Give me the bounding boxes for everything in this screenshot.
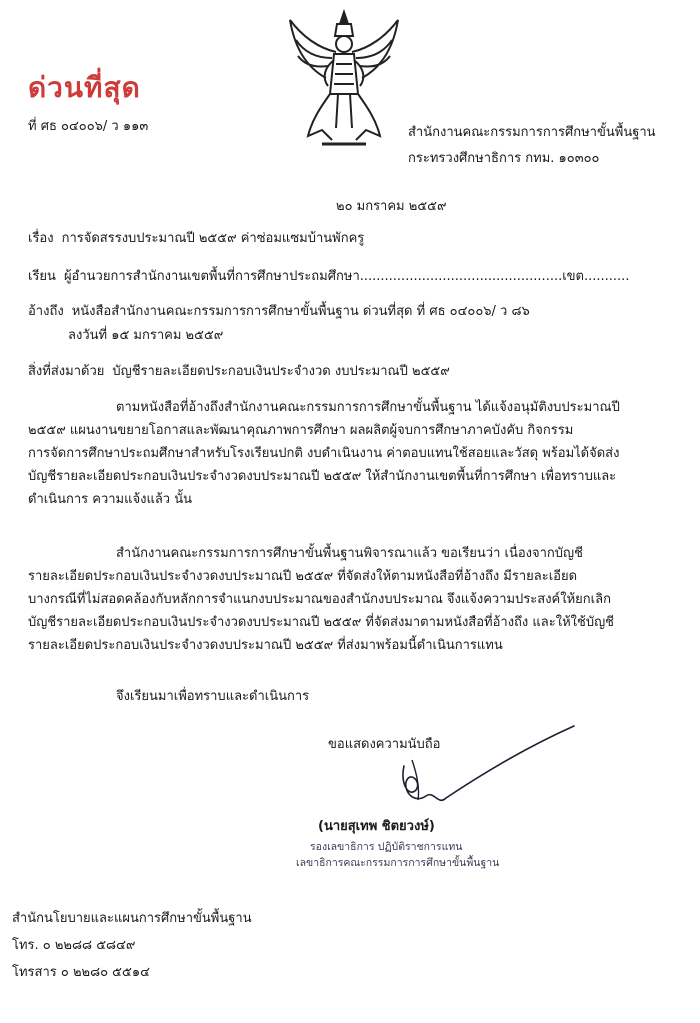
paragraph-line: ๒๕๕๙ แผนงานขยายโอกาสและพัฒนาคุณภาพการศึกษา ผลผลิตผู้จบการศึกษาภาคบังคับ กิจกรรม — [28, 423, 574, 438]
enclosure-label: สิ่งที่ส่งมาด้วย — [28, 364, 105, 379]
reference-date: ลงวันที่ ๑๕ มกราคม ๒๕๕๙ — [68, 328, 224, 343]
reference-text: หนังสือสำนักงานคณะกรรมการการศึกษาขั้นพื้นฐาน ด่วนที่สุด ที่ ศธ ๐๔๐๐๖/ ว ๘๖ — [71, 304, 530, 319]
body-paragraph-1 — [28, 396, 674, 511]
enclosure-line — [28, 363, 450, 381]
paragraph-line: บางกรณีที่ไม่สอดคล้องกับหลักการจำแนกงบประมาณของสำนักงบประมาณ จึงแจ้งความประสงค์ให้ยกเลิก — [28, 592, 611, 607]
sender-address: กระทรวงศึกษาธิการ กทม. ๑๐๓๐๐ — [408, 151, 600, 166]
signer-title-2: เลขาธิการคณะกรรมการการศึกษาขั้นพื้นฐาน — [296, 857, 500, 869]
document-date: ๒๐ มกราคม ๒๕๕๙ — [336, 199, 447, 214]
reference-label: อ้างถึง — [28, 304, 64, 319]
urgency-stamp: ด่วนที่สุด — [28, 71, 141, 104]
enclosure-text: บัญชีรายละเอียดประกอบเงินประจำงวด งบประมาณปี ๒๕๕๙ — [112, 364, 450, 379]
reference-line — [28, 303, 530, 321]
signature-mark — [390, 720, 580, 830]
footer-fax: โทรสาร ๐ ๒๒๘๐ ๕๕๑๔ — [12, 965, 150, 980]
body-paragraph-2 — [28, 542, 674, 657]
footer-office: สำนักนโยบายและแผนการศึกษาขั้นพื้นฐาน — [12, 911, 252, 926]
paragraph-line: ตามหนังสือที่อ้างถึงสำนักงานคณะกรรมการการศึกษาขั้นพื้นฐาน ได้แจ้งอนุมัติงบประมาณปี — [116, 400, 620, 415]
subject-text: การจัดสรรงบประมาณปี ๒๕๕๙ ค่าซ่อมแซมบ้านพักครู — [61, 231, 365, 246]
closing-request: จึงเรียนมาเพื่อทราบและดำเนินการ — [116, 689, 310, 704]
signer-title-1: รองเลขาธิการ ปฏิบัติราชการแทน — [310, 841, 463, 853]
recipient-line — [28, 268, 629, 286]
document-number: ที่ ศธ ๐๔๐๐๖/ ว ๑๑๓ — [28, 119, 149, 134]
paragraph-line: สำนักงานคณะกรรมการการศึกษาขั้นพื้นฐานพิจารณาแล้ว ขอเรียนว่า เนื่องจากบัญชี — [116, 546, 583, 561]
recipient-text: ผู้อำนวยการสำนักงานเขตพื้นที่การศึกษาประถมศึกษา.................................................เขต........... — [63, 269, 630, 284]
paragraph-line: บัญชีรายละเอียดประกอบเงินประจำงวดงบประมาณปี ๒๕๕๙ ให้สำนักงานเขตพื้นที่การศึกษา เพื่อทราบและ — [28, 469, 617, 484]
closing-regards: ขอแสดงความนับถือ — [328, 737, 441, 752]
subject-label: เรื่อง — [28, 231, 54, 246]
signer-name: (นายสุเทพ ชิตยวงษ์) — [318, 819, 435, 834]
paragraph-line: รายละเอียดประกอบเงินประจำงวดงบประมาณปี ๒๕๕๙ ที่ส่งมาพร้อมนี้ดำเนินการแทน — [28, 638, 503, 653]
footer-phone: โทร. ๐ ๒๒๘๘ ๕๘๔๙ — [12, 938, 136, 953]
paragraph-line: ดำเนินการ ความแจ้งแล้ว นั้น — [28, 492, 193, 507]
subject-line — [28, 230, 364, 248]
recipient-label: เรียน — [28, 269, 56, 284]
garuda-emblem-icon — [282, 8, 406, 150]
paragraph-line: บัญชีรายละเอียดประกอบเงินประจำงวดงบประมาณปี ๒๕๕๙ ที่จัดส่งมาตามหนังสือที่อ้างถึง และให้ใช้บัญชี — [28, 615, 614, 630]
paragraph-line: รายละเอียดประกอบเงินประจำงวดงบประมาณปี ๒๕๕๙ ที่จัดส่งให้ตามหนังสือที่อ้างถึง มีรายละเอียด — [28, 569, 578, 584]
paragraph-line: การจัดการศึกษาประถมศึกษาสำหรับโรงเรียนปกติ งบดำเนินงาน ค่าตอบแทนใช้สอยและวัสดุ พร้อมได้จัดส่ง — [28, 446, 620, 461]
sender-organization: สำนักงานคณะกรรมการการศึกษาขั้นพื้นฐาน — [408, 125, 656, 140]
